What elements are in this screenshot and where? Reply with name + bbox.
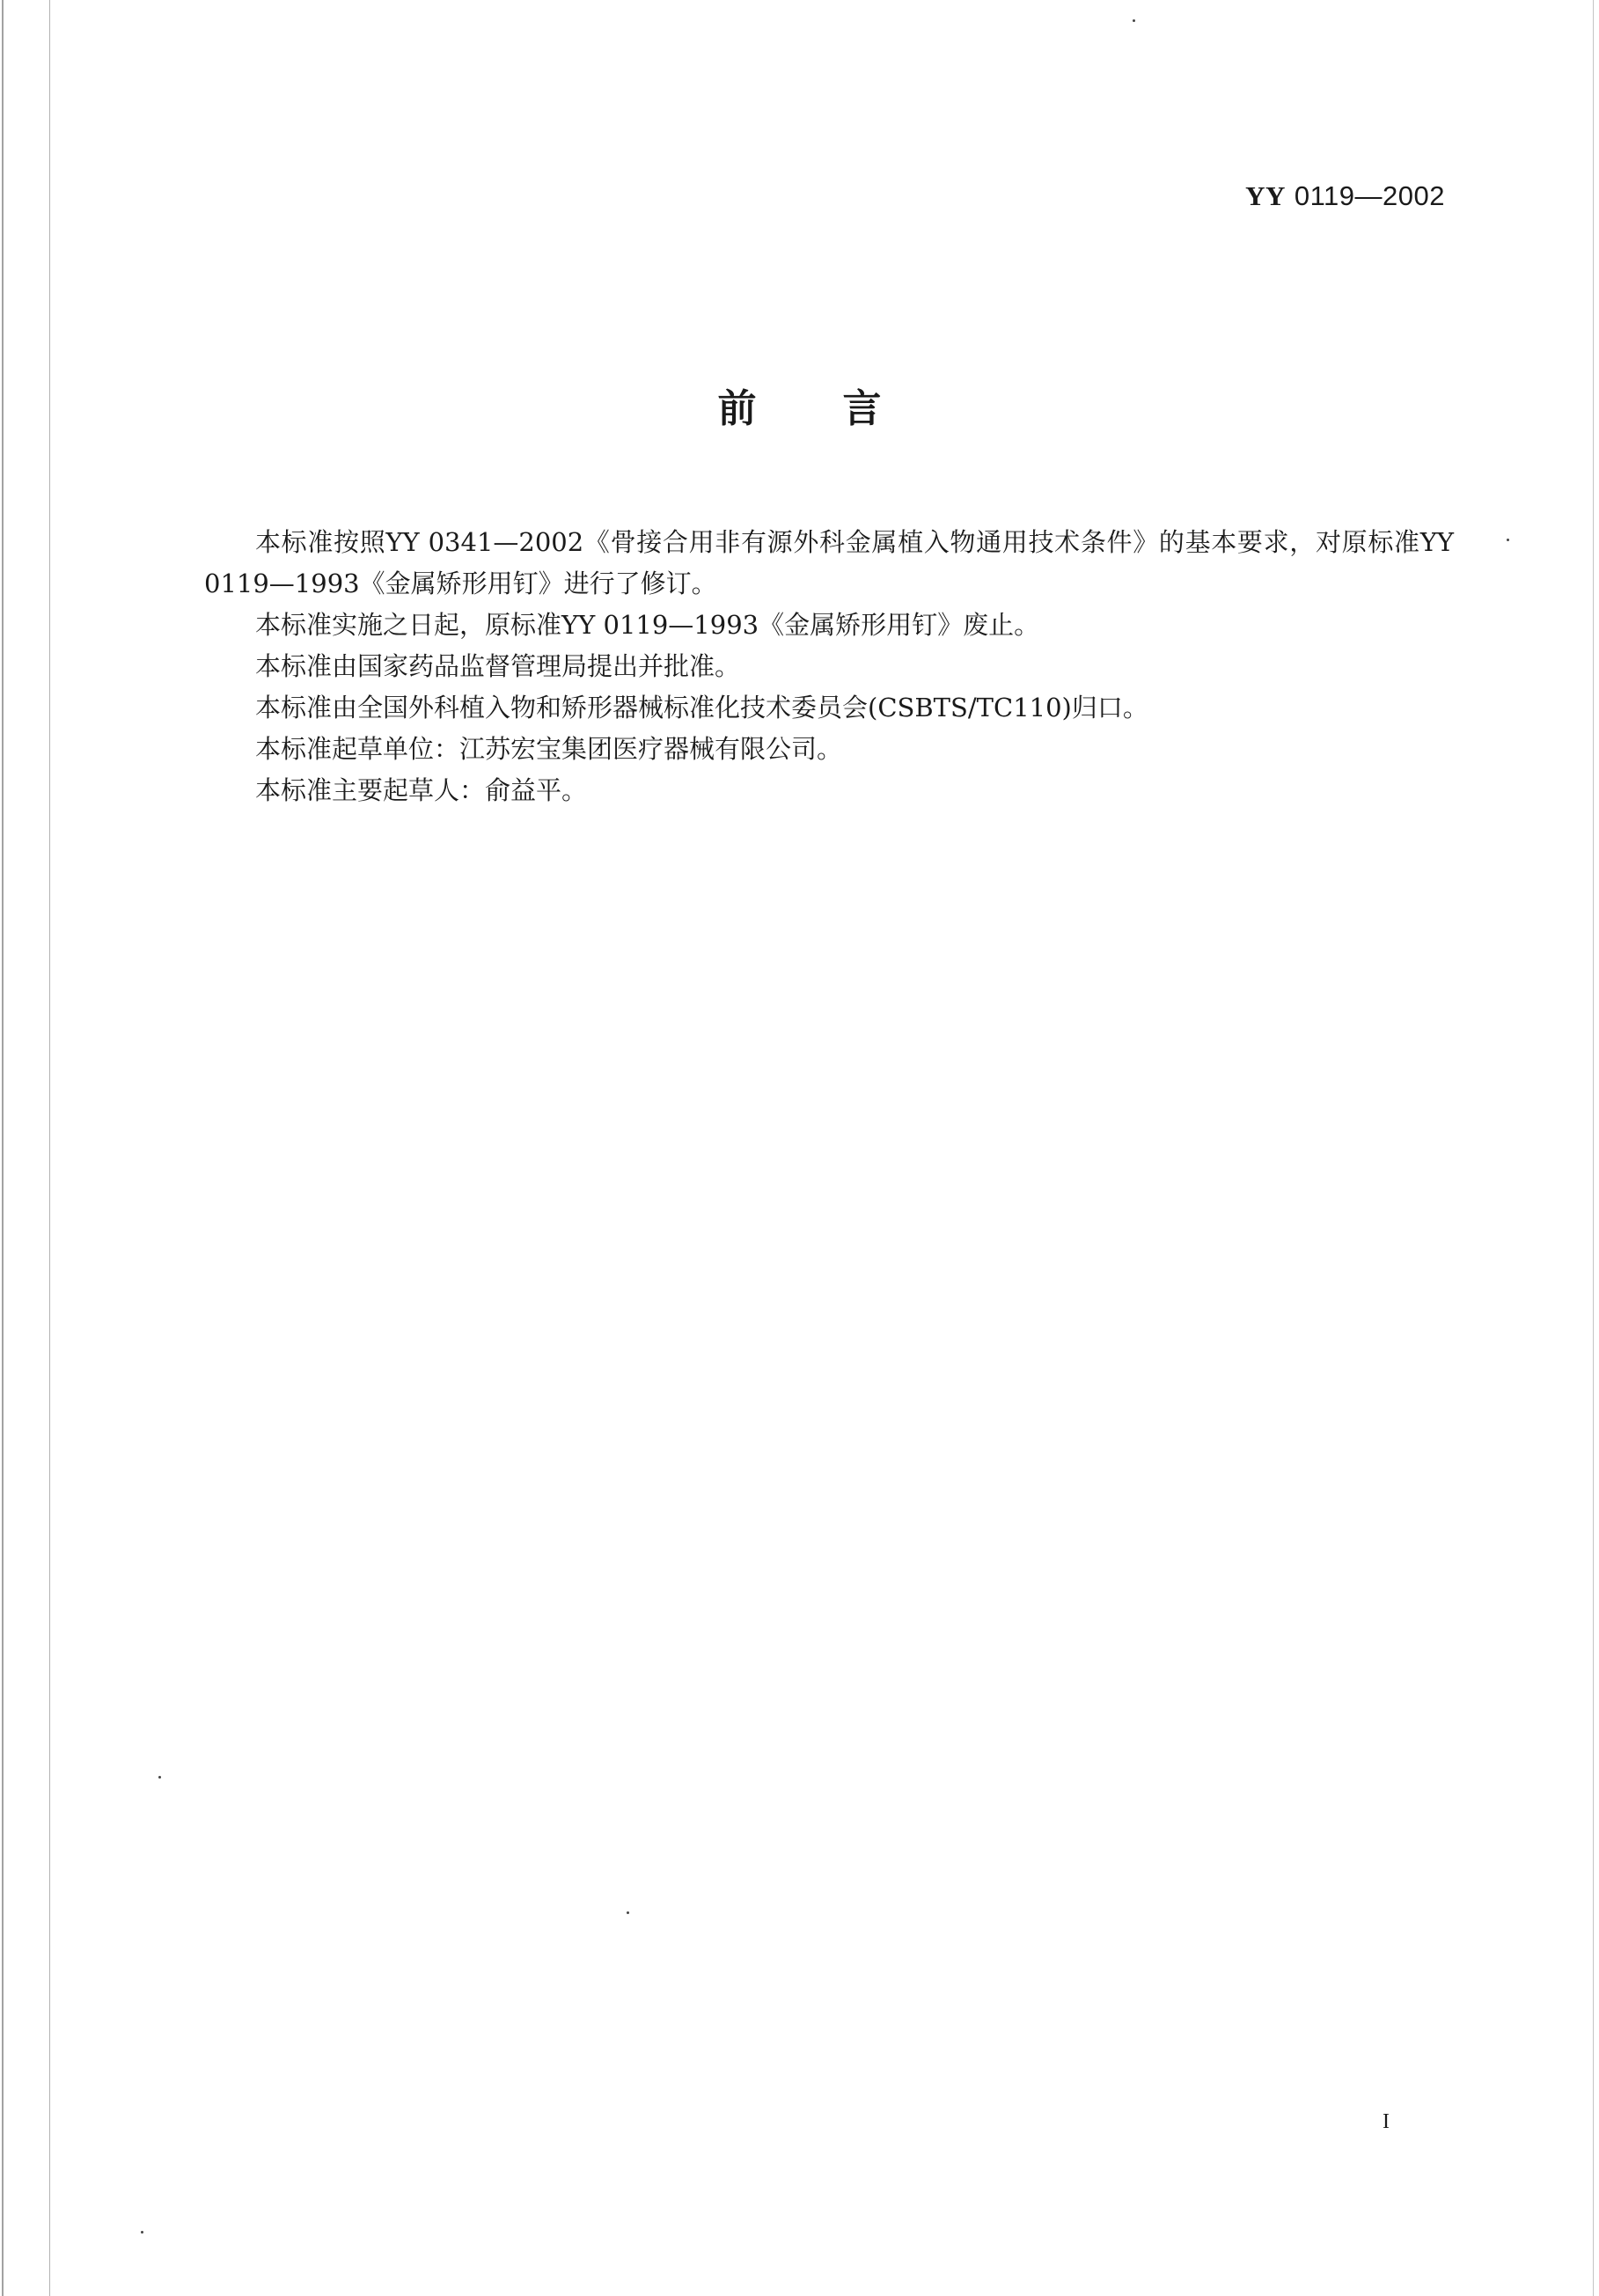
document-code-prefix: YY: [1245, 180, 1286, 211]
foreword-paragraph: 本标准由国家药品监督管理局提出并批准。: [255, 651, 741, 681]
page-title-char-2: 言: [842, 386, 882, 431]
scan-speck: [1133, 19, 1135, 22]
page-title: [0, 377, 1599, 433]
scan-speck: [141, 2231, 143, 2234]
foreword-paragraph: 本标准实施之日起，原标准YY 0119—1993《金属矫形用钉》废止。: [255, 610, 1040, 640]
document-code-number: 0119—2002: [1294, 180, 1445, 211]
scan-speck: [1507, 539, 1509, 541]
foreword-paragraph: 本标准按照YY 0341—2002《骨接合用非有源外科金属植入物通用技术条件》的基本要求，对原标准YY 0119—1993《金属矫形用钉》进行了修订。: [204, 527, 1454, 598]
page-title-char-1: 前: [717, 386, 757, 431]
foreword-paragraph: 本标准由全国外科植入物和矫形器械标准化技术委员会(CSBTS/TC110)归口。: [255, 693, 1148, 723]
scan-speck: [627, 1911, 629, 1914]
scan-edge-line-right: [1593, 0, 1594, 2296]
foreword-paragraph: 本标准主要起草人：俞益平。: [255, 775, 588, 805]
document-code: [1245, 180, 1445, 212]
page-number: I: [1383, 2110, 1390, 2133]
foreword-body: [204, 522, 1454, 811]
scan-binding-line: [49, 0, 50, 2296]
scan-speck: [158, 1776, 161, 1779]
foreword-paragraph: 本标准起草单位：江苏宏宝集团医疗器械有限公司。: [255, 734, 843, 764]
scan-edge-line-left: [2, 0, 4, 2296]
